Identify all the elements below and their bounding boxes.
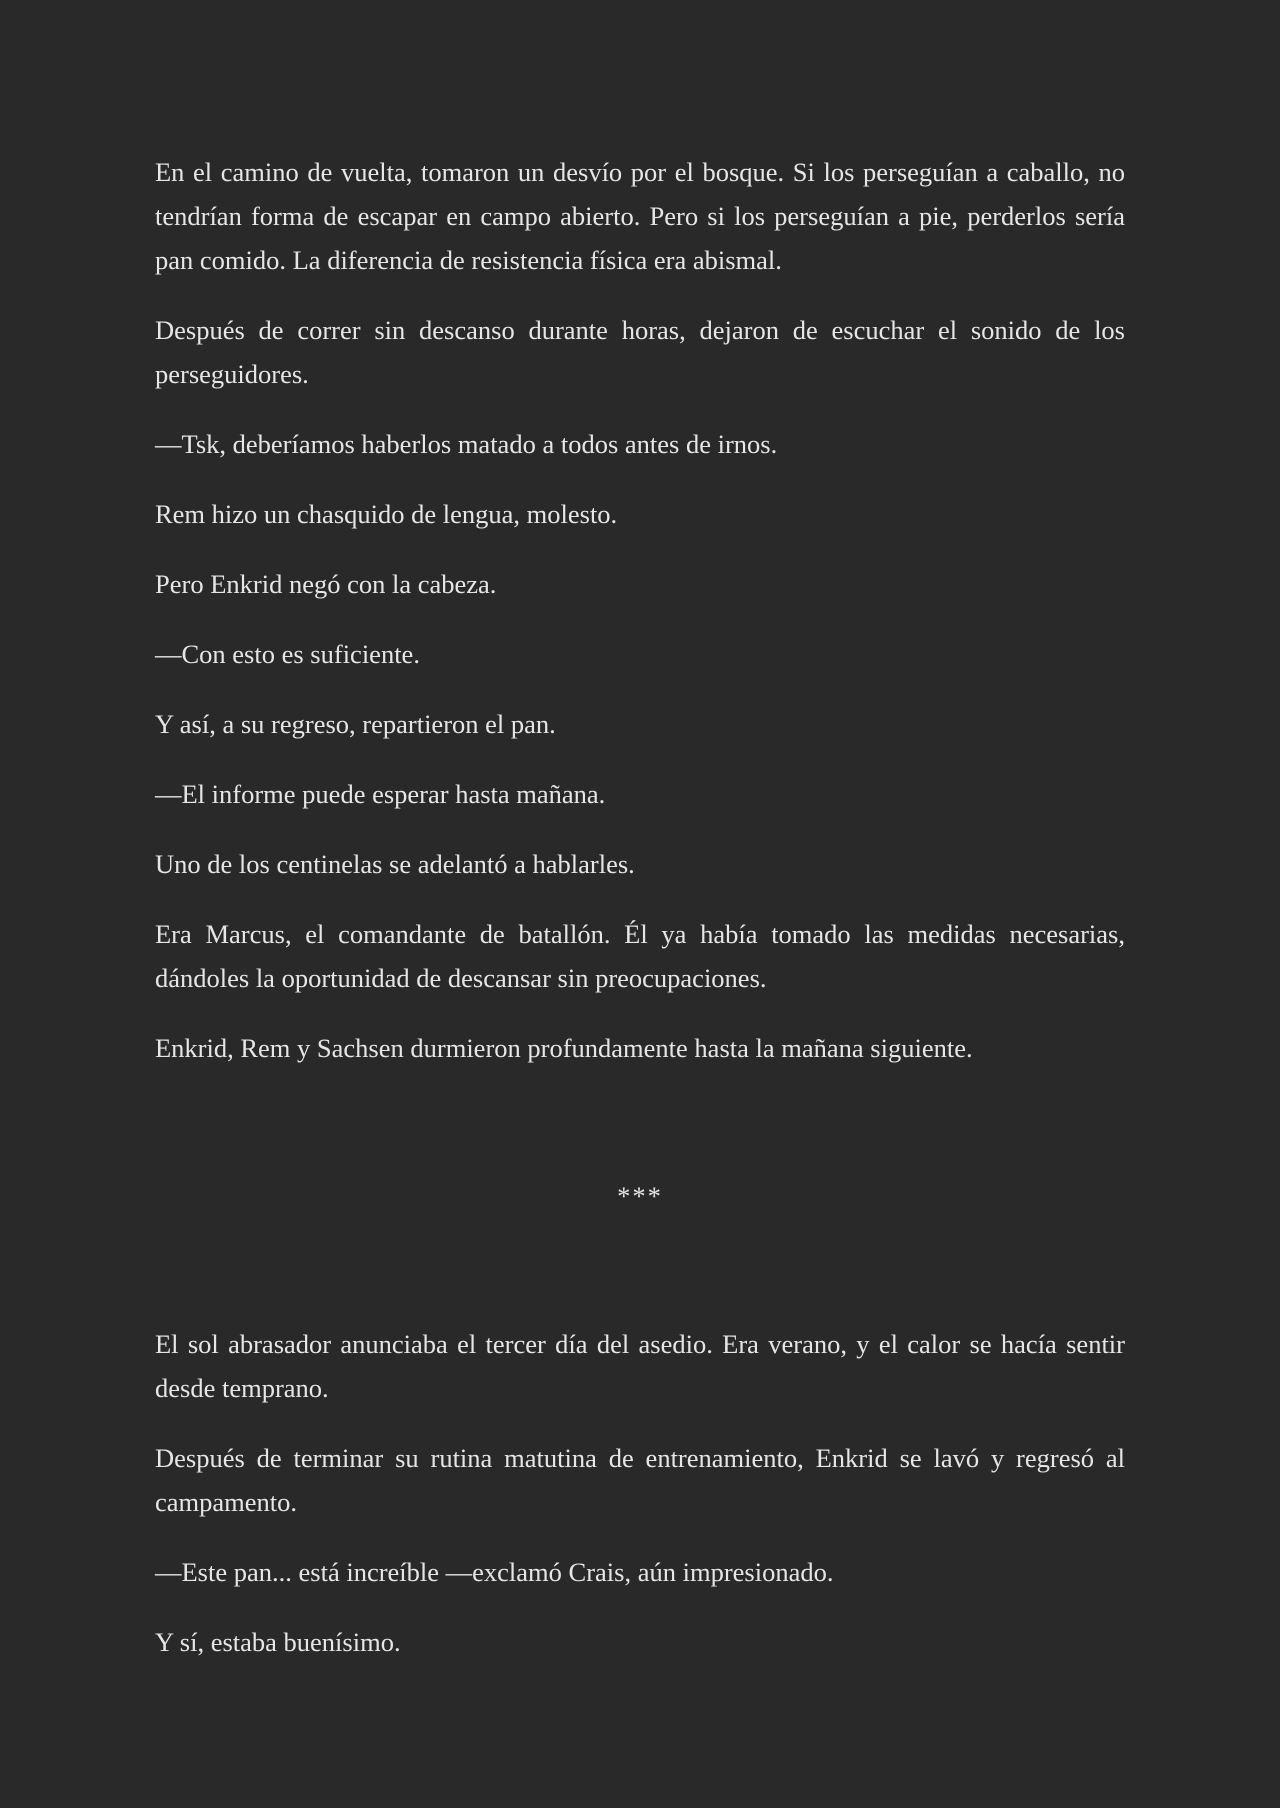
paragraph: Enkrid, Rem y Sachsen durmieron profundamente hasta la mañana siguiente. — [155, 1033, 973, 1063]
paragraph: Y así, a su regreso, repartieron el pan. — [155, 709, 556, 739]
paragraph: —Con esto es suficiente. — [155, 639, 420, 669]
scene-separator: *** — [617, 1181, 663, 1211]
paragraph: —Este pan... está increíble —exclamó Crais, aún impresionado. — [155, 1557, 834, 1587]
paragraph: —Tsk, deberíamos haberlos matado a todos antes de irnos. — [155, 429, 778, 459]
paragraph: En el camino de vuelta, tomaron un desvío por el bosque. Si los perseguían a caballo, no tendrían forma de escapar en campo abierto. Pero si los perseguían a pie, perderlos sería pan comido. La diferencia de resistencia física era abismal. — [155, 157, 1125, 275]
paragraph: Después de correr sin descanso durante horas, dejaron de escuchar el sonido de los perseguidores. — [155, 315, 1125, 389]
paragraph: Uno de los centinelas se adelantó a hablarles. — [155, 849, 635, 879]
text-section-1 — [155, 150, 1125, 1070]
text-section-2 — [155, 1322, 1125, 1664]
paragraph: El sol abrasador anunciaba el tercer día del asedio. Era verano, y el calor se hacía sentir desde temprano. — [155, 1329, 1125, 1403]
paragraph: Rem hizo un chasquido de lengua, molesto. — [155, 499, 618, 529]
paragraph: —El informe puede esperar hasta mañana. — [155, 779, 606, 809]
reader-content — [155, 150, 1125, 1690]
paragraph: Después de terminar su rutina matutina de entrenamiento, Enkrid se lavó y regresó al campamento. — [155, 1443, 1125, 1517]
paragraph: Pero Enkrid negó con la cabeza. — [155, 569, 497, 599]
paragraph: Y sí, estaba buenísimo. — [155, 1627, 401, 1657]
paragraph: Era Marcus, el comandante de batallón. Él ya había tomado las medidas necesarias, dándoles la oportunidad de descansar sin preocupaciones. — [155, 919, 1125, 993]
